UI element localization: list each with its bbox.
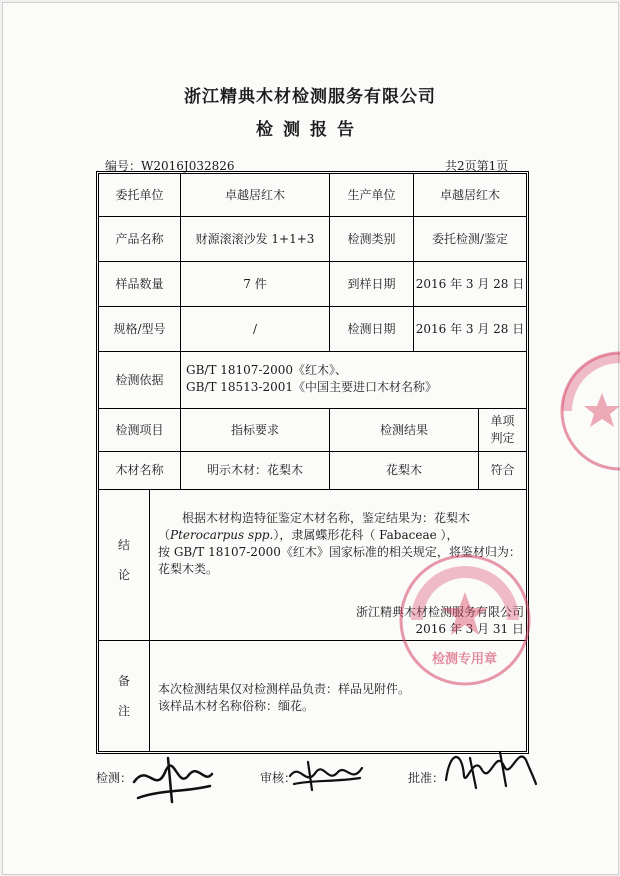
spec-label: 规格/型号 [113, 321, 166, 336]
arrival-date-value: 2016 年 3 月 28 日 [415, 276, 525, 291]
report-number-label: 编号： [105, 159, 142, 173]
test-item-header: 检测项目 [115, 422, 164, 437]
quantity-label: 样品数量 [115, 276, 164, 291]
approver-label: 批准： [408, 771, 445, 785]
approver-signature [440, 740, 540, 792]
wood-name-result: 花梨木 [385, 463, 422, 477]
side-seal-image [557, 348, 620, 474]
conclusion-latin-name: Pterocarpus spp. [170, 528, 274, 542]
producer-value: 卓越居红木 [439, 187, 500, 202]
wood-name-judgement: 符合 [490, 463, 515, 477]
col-divider [149, 489, 150, 752]
quantity-value: 7 件 [243, 276, 267, 291]
remarks-label-char-2: 注 [117, 704, 130, 718]
result-header: 检测结果 [379, 422, 428, 437]
conclusion-line-4: 花梨木类。 [158, 562, 219, 576]
reviewer-signature [286, 758, 366, 794]
product-label: 产品名称 [115, 231, 164, 246]
basis-line-1: GB/T 18107-2000《红木》、 [186, 363, 348, 377]
remarks-line-1: 本次检测结果仅对检测样品负责：样品见附件。 [158, 682, 411, 696]
page-info: 共2页第1页 [445, 159, 509, 173]
conclusion-label-char-1: 结 [117, 538, 130, 552]
arrival-date-label: 到样日期 [347, 276, 396, 291]
client-value: 卓越居红木 [224, 187, 285, 202]
seal-image [395, 550, 535, 690]
remarks-line-2: 该样品木材名称俗称：缅花。 [158, 699, 315, 713]
issue-date: 2016 年 3 月 31 日 [415, 622, 524, 636]
report-title: 检测报告 [256, 120, 364, 140]
spec-value: / [252, 321, 258, 336]
producer-label: 生产单位 [347, 187, 396, 202]
conclusion-line-2-pre: （ [158, 528, 171, 542]
test-type-label: 检测类别 [347, 231, 396, 246]
seal-label: 检测专用章 [432, 652, 498, 667]
conclusion-line-2 [158, 527, 524, 544]
col-divider [180, 351, 181, 408]
basis-label: 检测依据 [115, 372, 164, 387]
conclusion-label [99, 530, 149, 590]
conclusion-line-2-post: ），隶属蝶形花科（ Fabaceae ）， [273, 528, 459, 542]
basis-value [186, 362, 522, 396]
reviewer-label: 审核： [260, 771, 297, 785]
conclusion-line-3: 按 GB/T 18107-2000《红木》国家标准的相关规定，将鉴材归为： [158, 545, 521, 559]
report-number-value: W2016J032826 [141, 159, 235, 173]
test-type-value: 委托检测/鉴定 [431, 231, 509, 246]
remarks-label-char-1: 备 [117, 674, 130, 688]
product-value: 财源滚滚沙发 1+1+3 [195, 231, 315, 246]
test-date-value: 2016 年 3 月 28 日 [415, 321, 525, 336]
judgement-header-line-2: 判定 [490, 431, 515, 445]
conclusion-line-1: 根据木材构造特征鉴定木材名称，鉴定结果为：花梨木 [182, 511, 471, 525]
test-date-label: 检测日期 [347, 321, 396, 336]
tester-label: 检测： [96, 771, 133, 785]
basis-line-2: GB/T 18513-2001《中国主要进口木材名称》 [186, 380, 438, 394]
judgement-header [479, 409, 526, 451]
wood-name-label: 木材名称 [115, 463, 164, 477]
conclusion-label-char-2: 论 [117, 568, 130, 582]
issuer-name: 浙江精典木材检测服务有限公司 [355, 605, 524, 619]
client-label: 委托单位 [115, 187, 164, 202]
tester-signature [128, 748, 218, 808]
judgement-header-line-1: 单项 [490, 414, 515, 428]
organization-name: 浙江精典木材检测服务有限公司 [184, 87, 436, 107]
wood-name-requirement: 明示木材：花梨木 [206, 463, 303, 477]
remarks-label [99, 666, 149, 726]
requirement-header: 指标要求 [230, 422, 279, 437]
row-divider [98, 489, 527, 490]
